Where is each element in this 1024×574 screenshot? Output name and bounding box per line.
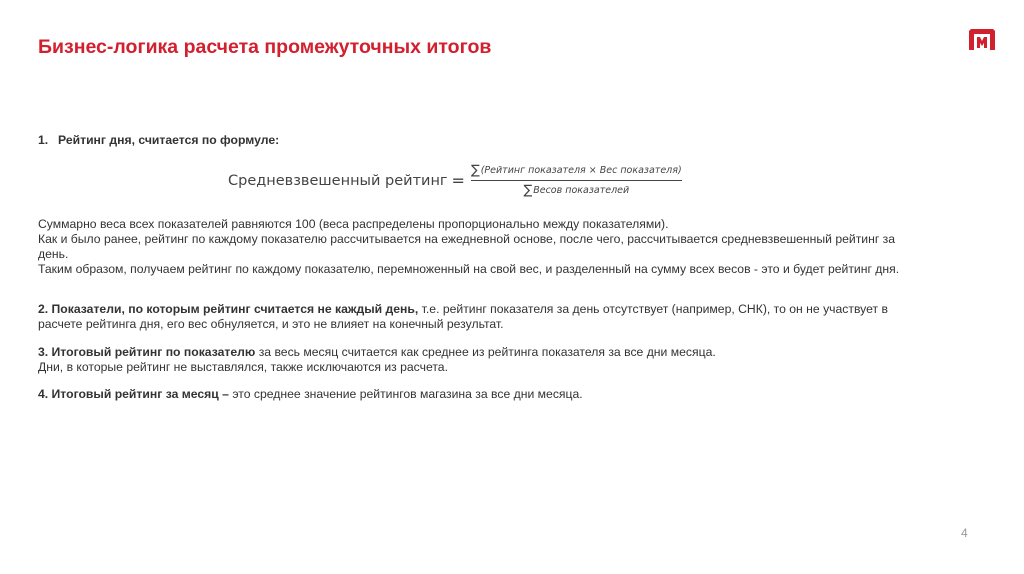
section-1-text: Рейтинг дня, считается по формуле: bbox=[58, 133, 280, 147]
section-1-number: 1. bbox=[38, 133, 49, 147]
fraction-bar bbox=[471, 180, 682, 181]
explanation-paragraph bbox=[38, 217, 918, 277]
section-4 bbox=[38, 387, 928, 402]
section-3 bbox=[38, 345, 928, 375]
magnit-logo-icon bbox=[966, 24, 998, 56]
sum-sigma-icon: ∑ bbox=[470, 163, 480, 178]
formula-denominator bbox=[523, 183, 629, 198]
formula-lhs: Средневзвешенный рейтинг bbox=[228, 172, 448, 189]
weighted-rating-formula bbox=[228, 163, 682, 198]
sum-sigma-icon-2: ∑ bbox=[523, 183, 533, 198]
section-2-heading: 2. Показатели, по которым рейтинг считается не каждый день, bbox=[38, 302, 419, 316]
formula-denominator-text: Весов показателей bbox=[533, 185, 630, 196]
formula-fraction bbox=[471, 163, 682, 198]
page-number: 4 bbox=[961, 526, 968, 540]
explanation-line-1: Суммарно веса всех показателей равняются 100 (веса распределены пропорционально между показателями). bbox=[38, 217, 669, 231]
section-2 bbox=[38, 302, 928, 332]
section-3-text: за весь месяц считается как среднее из рейтинга показателя за все дни месяца. bbox=[255, 345, 716, 359]
section-2-text: т.е. рейтинг показателя за день отсутствует (например, СНК), то он не участвует в расчете рейтинга дня, его вес обнуляется, и это не влияет на конечный результат. bbox=[38, 302, 888, 331]
section-3-heading: 3. Итоговый рейтинг по показателю bbox=[38, 345, 256, 359]
explanation-line-2: Как и было ранее, рейтинг по каждому показателю рассчитывается на ежедневной основе, после чего, рассчитывается средневзвешенный рейтинг за день. bbox=[38, 232, 896, 261]
section-3-line-2: Дни, в которые рейтинг не выставлялся, также исключаются из расчета. bbox=[38, 360, 448, 374]
section-4-heading: 4. Итоговый рейтинг за месяц – bbox=[38, 387, 229, 401]
explanation-line-3: Таким образом, получаем рейтинг по каждому показателю, перемноженный на свой вес, и разделенный на сумму всех весов - это и будет рейтинг дня. bbox=[38, 262, 900, 276]
slide-title: Бизнес-логика расчета промежуточных итогов bbox=[38, 36, 492, 58]
formula-numerator bbox=[471, 163, 682, 178]
formula-numerator-text: (Рейтинг показателя × Вес показателя) bbox=[480, 165, 682, 176]
section-4-text: это среднее значение рейтингов магазина за все дни месяца. bbox=[228, 387, 583, 401]
section-1-heading bbox=[38, 133, 279, 148]
formula-equals: = bbox=[451, 171, 465, 190]
